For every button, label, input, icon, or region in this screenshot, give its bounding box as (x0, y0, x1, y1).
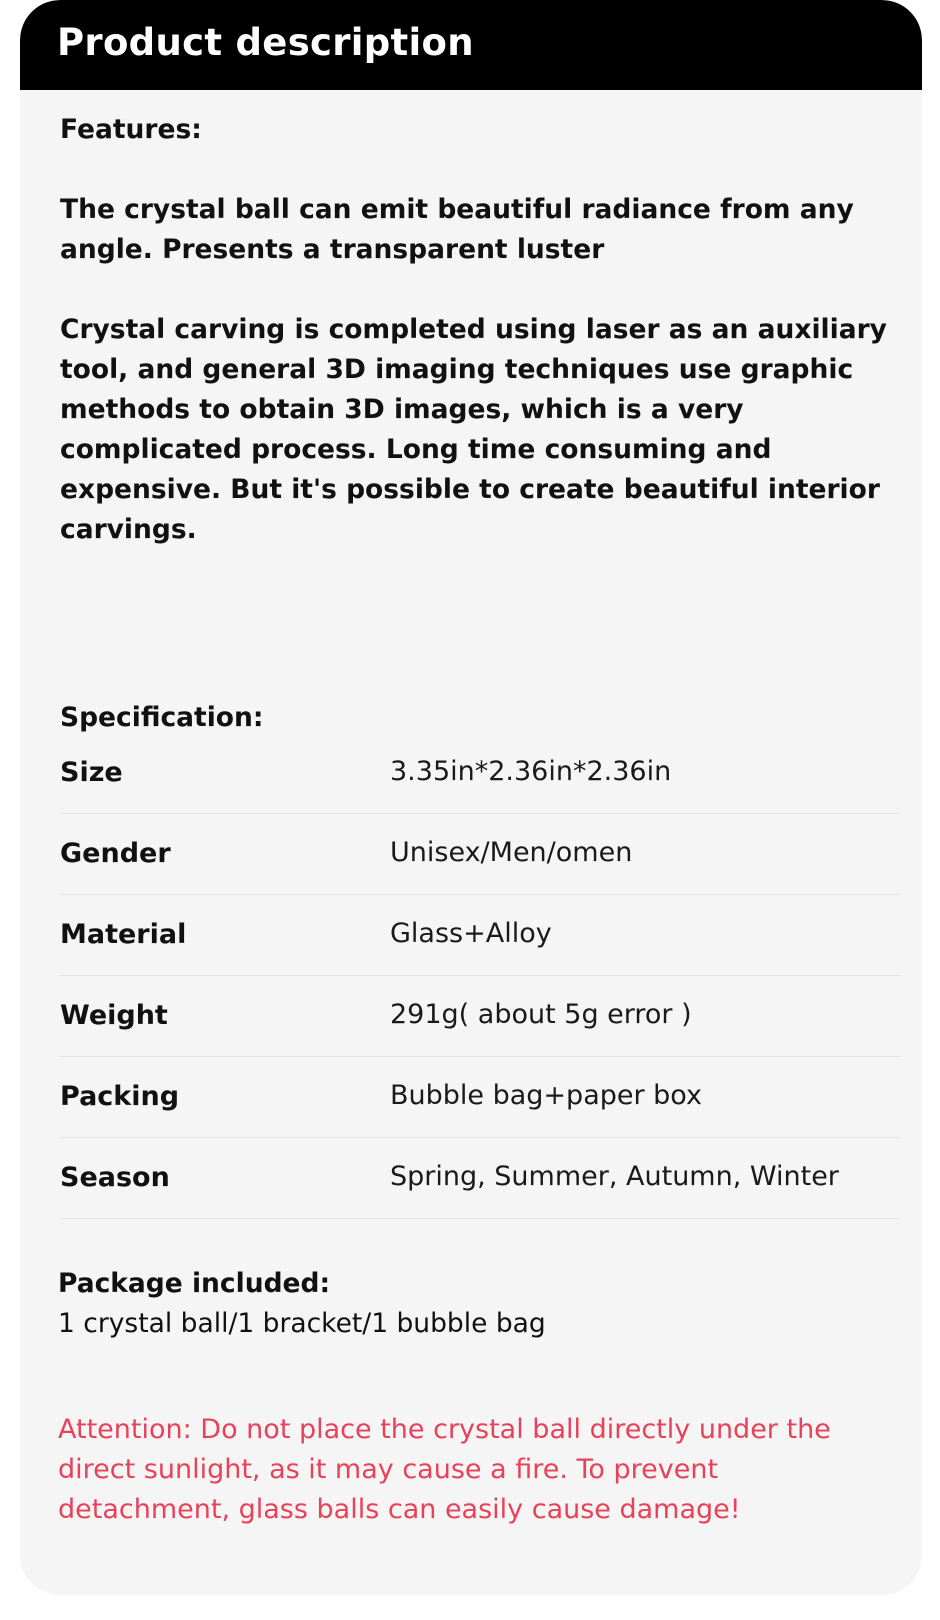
spec-value: 3.35in*2.36in*2.36in (390, 756, 672, 787)
spec-label: Season (60, 1162, 170, 1193)
spec-row-size (60, 733, 900, 814)
package-heading: Package included: (58, 1268, 331, 1299)
section-header (20, 0, 922, 90)
spec-row-season (60, 1138, 900, 1219)
section-title: Product description (57, 21, 474, 64)
features-paragraph: Crystal carving is completed using laser as an auxiliary tool, and general 3D imaging techniques use graphic methods to obtain 3D images, which is a very complicated process. Long time consuming and expensive. But it's possible to create beautiful interior carvings. (60, 314, 887, 545)
spec-label: Weight (60, 1000, 168, 1031)
specification-table (60, 733, 900, 1219)
spec-value: Unisex/Men/omen (390, 837, 633, 868)
features-heading: Features: (60, 114, 202, 145)
spec-label: Material (60, 919, 187, 950)
spec-value: 291g( about 5g error ) (390, 999, 692, 1030)
product-description-card (20, 0, 922, 1595)
spec-value: Glass+Alloy (390, 918, 552, 949)
spec-row-packing (60, 1057, 900, 1138)
specification-heading: Specification: (60, 702, 264, 733)
spec-label: Gender (60, 838, 171, 869)
spec-label: Packing (60, 1081, 180, 1112)
spec-label: Size (60, 757, 123, 788)
spec-value: Bubble bag+paper box (390, 1080, 702, 1111)
spec-row-material (60, 895, 900, 976)
spec-row-gender (60, 814, 900, 895)
attention-warning: Attention: Do not place the crystal ball directly under the direct sunlight, as it may cause a fire. To prevent detachment, glass balls can easily cause damage! (58, 1414, 831, 1525)
spec-value: Spring, Summer, Autumn, Winter (390, 1161, 839, 1192)
features-paragraph: The crystal ball can emit beautiful radiance from any angle. Presents a transparent luster (60, 194, 854, 265)
spec-row-weight (60, 976, 900, 1057)
package-contents: 1 crystal ball/1 bracket/1 bubble bag (58, 1308, 546, 1339)
